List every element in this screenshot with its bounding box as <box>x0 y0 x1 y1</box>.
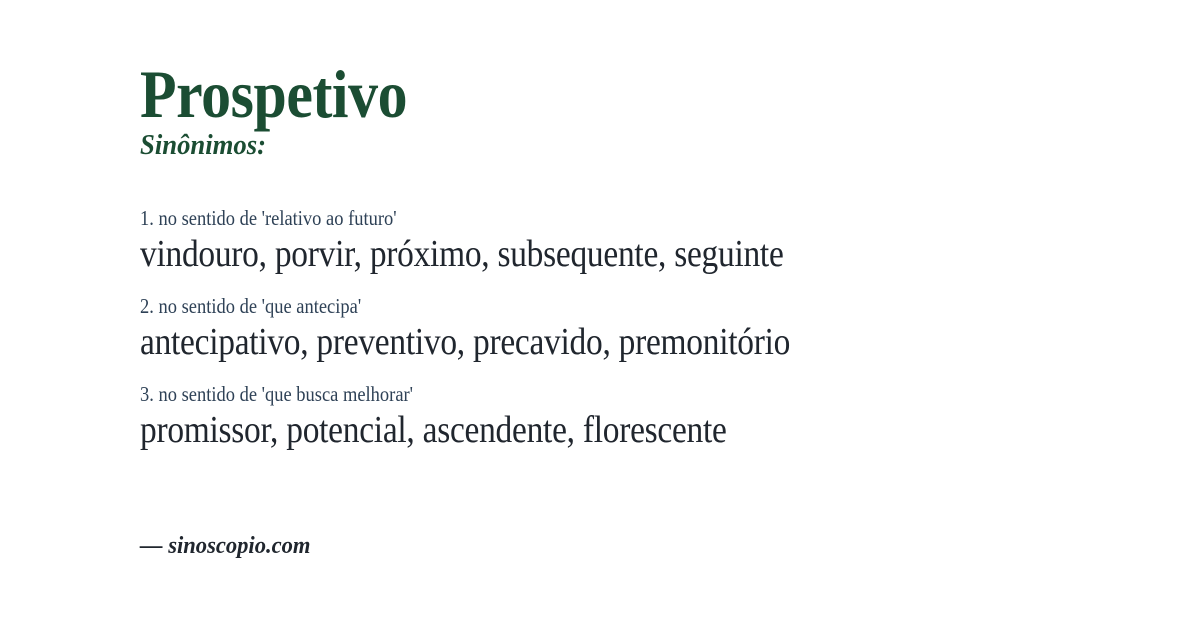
sense-label <box>140 382 727 407</box>
sense-section-1 <box>140 206 871 277</box>
sense-description: no sentido de 'relativo ao futuro' <box>158 206 397 230</box>
sense-section-2 <box>140 294 879 365</box>
sense-label <box>140 206 784 231</box>
sense-number: 1. <box>140 206 154 230</box>
sense-description: no sentido de 'que busca melhorar' <box>158 382 414 406</box>
synonyms-list: antecipativo, preventivo, precavido, premonitório <box>140 321 791 364</box>
attribution-dash: — <box>140 533 163 559</box>
sense-number: 3. <box>140 382 154 406</box>
sense-description: no sentido de 'que antecipa' <box>158 294 362 318</box>
synonyms-list: vindouro, porvir, próximo, subsequente, seguinte <box>140 233 784 276</box>
sense-section-3 <box>140 382 807 453</box>
synonyms-subtitle: Sinônimos: <box>140 129 267 161</box>
synonyms-list: promissor, potencial, ascendente, florescente <box>140 409 727 452</box>
sense-label <box>140 294 790 319</box>
source-domain: sinoscopio.com <box>168 533 311 559</box>
source-attribution <box>140 532 310 561</box>
sense-number: 2. <box>140 294 154 318</box>
word-title: Prospetivo <box>140 56 408 132</box>
